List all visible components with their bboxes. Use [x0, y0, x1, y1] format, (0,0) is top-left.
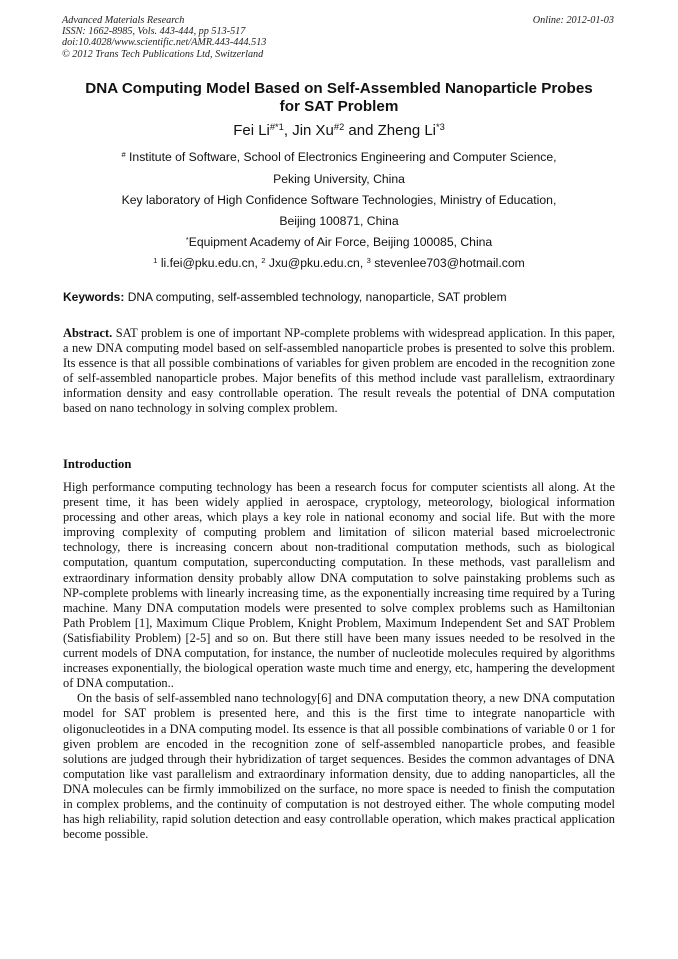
abstract-label: Abstract.: [63, 326, 113, 340]
keywords-label: Keywords:: [63, 290, 125, 304]
author-1-name: Fei Li: [233, 122, 270, 139]
author-2-name: Jin Xu: [292, 122, 334, 139]
introduction-paragraph-2: On the basis of self-assembled nano technology[6] and DNA computation theory, a new DNA computation model for SAT problem is presented here, and this is the first time to integrate nanoparticle with oligonucleotides in a DNA computing model. Its essence is that all possible combinations of variable 0 or 1 for given problem are encoded in the recognition zone of self-assembled nanoparticle probes, and feasible solutions are judged through their hybridization of target sequences. Besides the common advantages of DNA computation like vast parallelism and extraordinary information density, due to adding nanoparticles, all the DNA molecules can be firmly immobilized on the surface, no more space is needed to finish the computation in complex problems, and the continuity of computation is not destroyed either. The whole computing model has high reliability, rapid solution detection and easy controllable operation, which makes practical application become possible.: [63, 691, 615, 842]
title-line-2: for SAT Problem: [279, 98, 399, 115]
keywords-text: DNA computing, self-assembled technology, nanoparticle, SAT problem: [127, 290, 507, 304]
author-and: and: [348, 122, 374, 139]
email-3[interactable]: stevenlee703@hotmail.com: [374, 256, 525, 270]
journal-name: Advanced Materials Research: [62, 15, 185, 26]
affiliation-3-marker: *: [185, 234, 189, 244]
section-heading-introduction: Introduction: [63, 457, 132, 471]
affiliation-3-text: Equipment Academy of Air Force, Beijing 100085, China: [188, 235, 493, 249]
author-list: Fei Li$^{\#*1}$, Jin Xu$^{\#2}$ and Zheng Li$^{*3}$: [233, 121, 445, 139]
title-line-1: DNA Computing Model Based on Self-Assembled Nanoparticle Probes: [85, 80, 593, 97]
email-1-marker: 1: [153, 255, 158, 265]
author-3-marker: *3: [436, 121, 445, 132]
email-2-marker: 2: [261, 255, 266, 265]
paper-title: [40, 80, 638, 116]
journal-doi: doi:10.4028/www.scientific.net/AMR.443-444.513: [62, 37, 267, 49]
affiliation-2-line-2: Beijing 100871, China: [279, 214, 399, 228]
affiliation-1-line-1: [0, 150, 678, 165]
affiliation-1-line-2: Peking University, China: [273, 172, 405, 186]
abstract-text: SAT problem is one of important NP-complete problems with widespread application. In this paper, a new DNA computing model based on self-assembled nanoparticle probes is presented to solve this problem. Its essence is that all possible combinations of variables for given problem are encoded in the recognition zone of self-assembled nanoparticle probes. Major benefits of this method include vast parallelism, extraordinary information density and easy controllable operation. The result reveals the potential of DNA computation based on nano technology in solving complex problem.: [63, 326, 615, 416]
journal-copyright: © 2012 Trans Tech Publications Ltd, Switzerland: [62, 48, 264, 60]
abstract: [63, 326, 615, 417]
introduction-paragraph-1: High performance computing technology has been a research focus for computer scientists all along. At the present time, it has been widely applied in aerospace, cryptology, meteorology, biological information processing and other areas, which plays a key role in national economy and social life. But with the more improving complexity of computing problem and limitation of silicon material based microelectronic technology, there is increasing concern about non-traditional computation methods, such as biological computation, quantum computation, superconducting computation. In these methods, vast parallelism and extraordinary information density probably allow DNA computation to solve painstaking problems such as NP-complete problems with linearly increasing time, as the exponentially increasing time required by a Turing machine. Many DNA computation models were presented to solve complex problems such as Hamiltonian Path Problem [1], Maximum Clique Problem, Knight Problem, Maximum Independent Set and SAT Problem (Satisfiability Problem) [2-5] and so on. But there still have been many issues needed to be resolved in the current models of DNA computation, for instance, the number of nucleotide molecules required by algorithms increases exponentially, the biological operation waste much time and energy, etc, hampering the development of DNA computation..: [63, 480, 615, 691]
email-3-marker: 3: [366, 255, 371, 265]
affiliation-3: [0, 235, 678, 250]
affiliation-1-text: Institute of Software, School of Electronics Engineering and Computer Science,: [129, 150, 557, 164]
email-2[interactable]: Jxu@pku.edu.cn,: [268, 256, 364, 270]
affiliation-1-marker: #: [121, 149, 126, 159]
email-1[interactable]: li.fei@pku.edu.cn,: [160, 256, 258, 270]
online-date: Online: 2012-01-03: [532, 15, 614, 26]
author-3-name: Zheng Li: [377, 122, 436, 139]
author-1-marker: #*1: [269, 121, 284, 132]
email-line: [0, 256, 678, 271]
keywords: [63, 290, 623, 305]
author-2-marker: #2: [333, 121, 345, 132]
journal-header: [62, 15, 266, 60]
introduction-body: [63, 480, 615, 842]
journal-issn: ISSN: 1662-8985, Vols. 443-444, pp 513-517: [62, 26, 246, 38]
affiliation-2-line-1: Key laboratory of High Confidence Software Technologies, Ministry of Education,: [121, 193, 557, 207]
